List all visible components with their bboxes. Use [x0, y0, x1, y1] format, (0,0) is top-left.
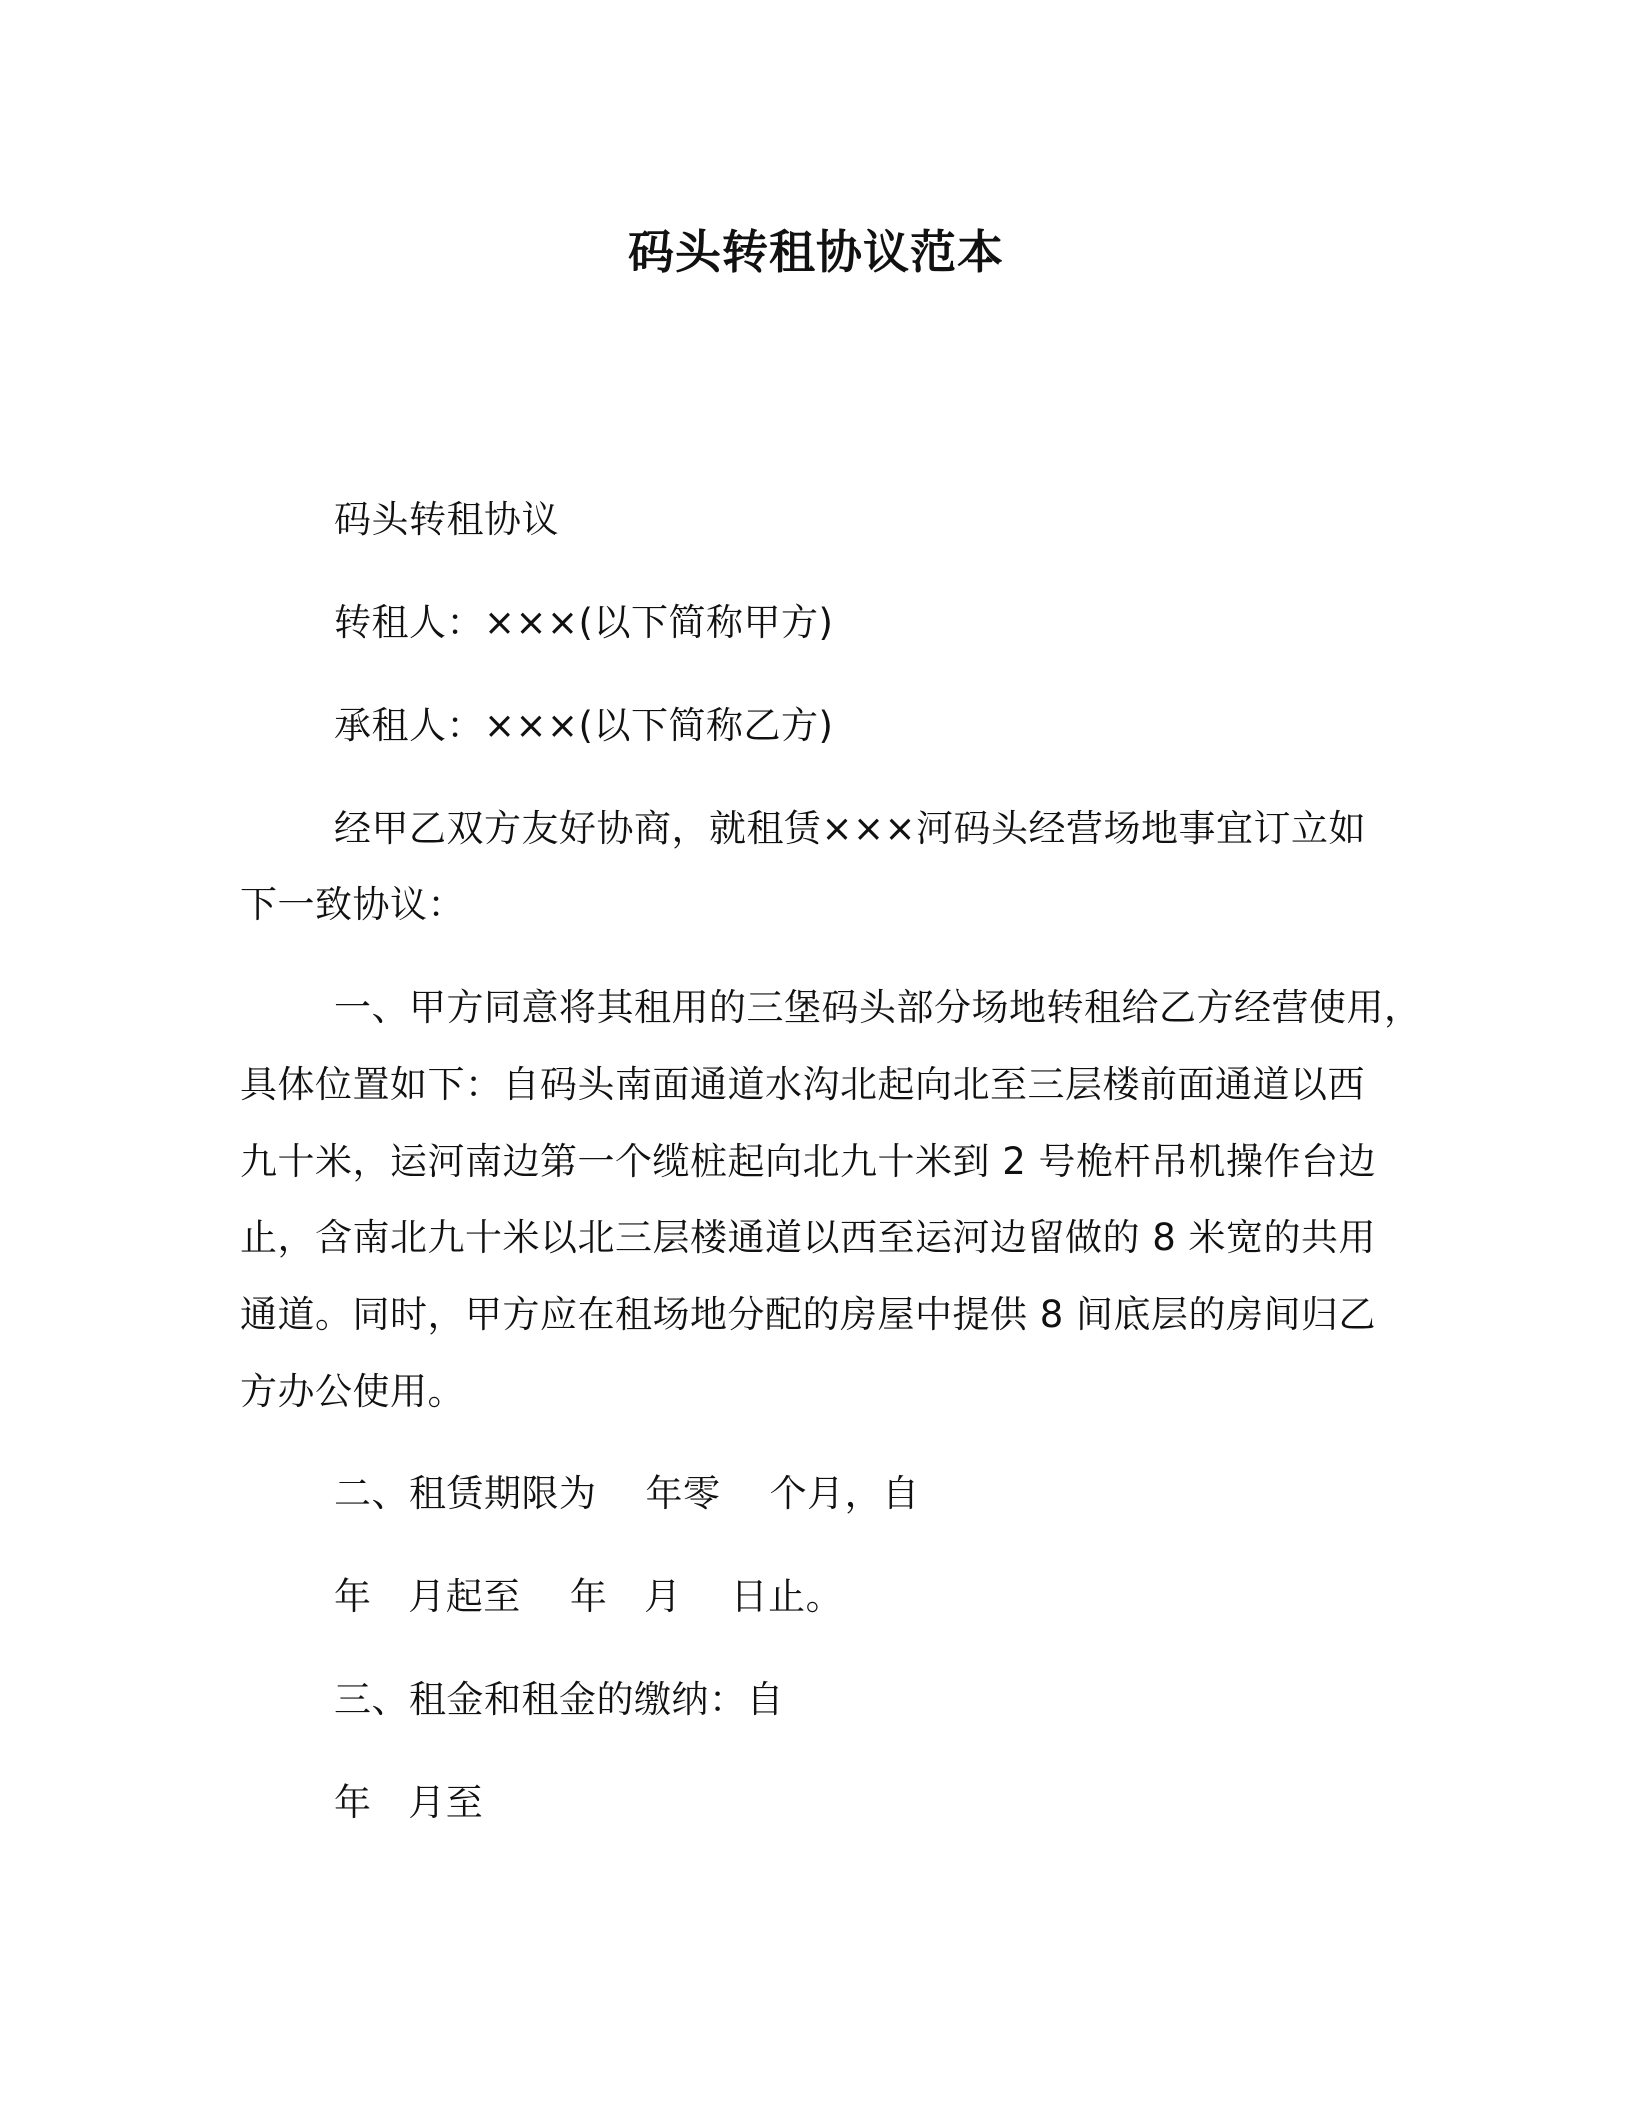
- preamble-line-2: 下一致协议：: [240, 883, 465, 926]
- clause-2-line-2: 年 月起至 年 月 日止。: [334, 1575, 844, 1618]
- clause-3-line-1: 三、租金和租金的缴纳：自: [334, 1678, 784, 1721]
- preamble-line-1: 经甲乙双方友好协商，就租赁×××河码头经营场地事宜订立如: [334, 807, 1367, 850]
- sublessor-line: 转租人：×××(以下简称甲方): [334, 601, 834, 644]
- clause-1-line-1: 一、甲方同意将其租用的三堡码头部分场地转租给乙方经营使用，: [334, 986, 1422, 1029]
- clause-1-line-4: 止，含南北九十米以北三层楼通道以西至运河边留做的 8 米宽的共用: [240, 1216, 1377, 1259]
- clause-1-line-5: 通道。同时，甲方应在租场地分配的房屋中提供 8 间底层的房间归乙: [240, 1293, 1377, 1336]
- clause-2-line-1: 二、租赁期限为 年零 个月，自: [334, 1472, 920, 1515]
- lessee-line: 承租人：×××(以下简称乙方): [334, 704, 834, 747]
- document-title: 码头转租协议范本: [628, 225, 1004, 279]
- clause-3-line-2: 年 月至: [334, 1781, 484, 1824]
- clause-1-line-2: 具体位置如下：自码头南面通道水沟北起向北至三层楼前面通道以西: [240, 1063, 1365, 1106]
- agreement-heading: 码头转租协议: [334, 498, 559, 541]
- clause-1-line-6: 方办公使用。: [240, 1370, 465, 1413]
- clause-1-line-3: 九十米，运河南边第一个缆桩起向北九十米到 2 号桅杆吊机操作台边: [240, 1140, 1377, 1183]
